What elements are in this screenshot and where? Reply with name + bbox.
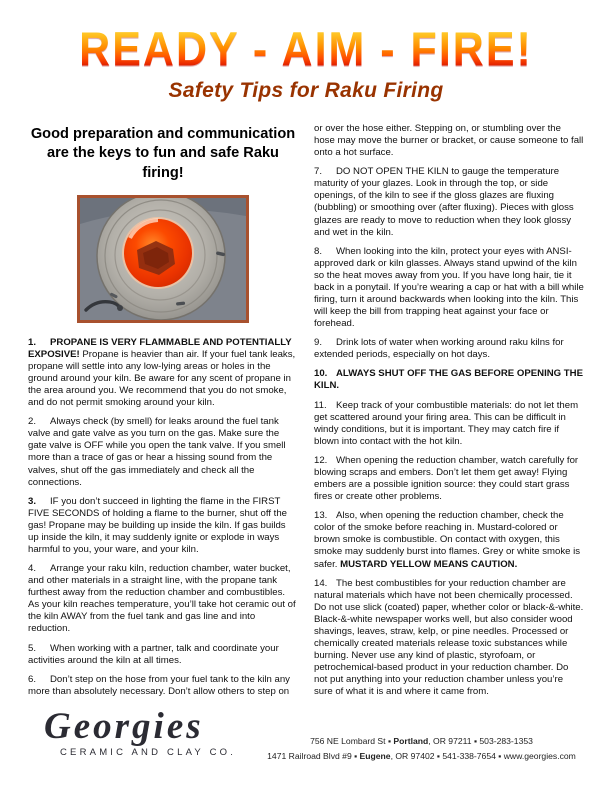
intro-line-2: are the keys to fun and safe Raku firing! [47,145,279,181]
safety-tip: 6. Don’t step on the hose from your fuel tank to the kiln any more than absolutely necessary. Don’t allow others to step on [28,673,290,697]
intro-heading [28,125,298,183]
logo-wordmark: Georgies [44,706,204,747]
safety-tip: 4. Arrange your raku kiln, reduction chamber, water bucket, and other materials in a straight line, with the propane tank furthest away from the reduction chamber and combustibles. As your kiln reaches temperature, you’ll take hot ceramic out of the kiln AWAY from the fuel tank and gas line and into reduction. [28,563,296,635]
paragraph: or over the hose either. Stepping on, or stumbling over the hose may move the burner or bracket, or cause someone to fall onto a hot surface. [314,123,584,159]
tip-number: 14. [314,577,328,589]
safety-tip: 1. PROPANE IS VERY FLAMMABLE AND POTENTIALLY EXPOSIVE! Propane is heavier than air. If your fuel tank leaks, propane will settle into any low-lying areas or holes in the ground around your kiln. Be aware for any scent of propane in the area around you. We recommend that you do not smoke, and do not permit smoking around your kiln. [28,336,296,409]
raku-kiln-photo [77,195,249,323]
tip-number: 6. [28,673,37,685]
tip-number: 11. [314,399,327,411]
header [0,0,612,103]
tip-number: 2. [28,416,37,428]
tips-left [28,337,298,698]
address-line: 756 NE Lombard St ▪ Portland, OR 97211 ▪ 503-283-1353 [310,736,533,746]
tips-right [314,123,584,698]
logo-tagline: CERAMIC AND CLAY CO. [60,747,237,758]
safety-tip: 7. DO NOT OPEN THE KILN to gauge the temperature maturity of your glazes. Look in through the top, or side openings, of the kiln to see if the gloss glazes are fluxing (bubbling) or smoothing over (after fluxing). Pieces with gloss glazes are ready to move to reduction when they look glossy and wet in the kiln. [314,166,574,238]
tip-number: 4. [28,563,37,575]
safety-tip: 8. When looking into the kiln, protect your eyes with ANSI-approved dark or kiln glasses. Always stand upwind of the kiln so the heat moves away from you. If you have long hair, tie it back in a ponytail. If you’re wearing a cap or hat with a bill while firing, turn it around backwards when looking into the kiln. This will keep the bill from trapping heat against your face or forehead. [314,245,584,330]
safety-tip: 12. When opening the reduction chamber, watch carefully for blowing scraps and embers. Don’t let them get away! Flying embers are a possible ignition source: they could start grass fires or create other problems. [314,454,579,503]
page-title: READY - AIM - FIRE! [79,23,533,77]
tip-number: 5. [28,642,37,654]
footer [30,708,588,763]
safety-tip: 9. Drink lots of water when working around raku kilns for extended periods, especially on hot days. [314,337,564,361]
tip-number: 1. [28,336,37,348]
left-column [28,123,298,705]
intro-line-1: Good preparation and communication [30,126,296,142]
safety-tip: 10. ALWAYS SHUT OFF THE GAS BEFORE OPENING THE KILN. [314,368,583,392]
company-logo [30,708,255,758]
address-line: 1471 Railroad Blvd #9 ▪ Eugene, OR 97402 ▪ 541-338-7654 ▪ www.georgies.com [267,750,576,761]
tip-number: 13. [314,510,328,522]
page-subtitle: Safety Tips for Raku Firing [168,79,444,102]
tip-number: 10. [314,368,328,380]
safety-tip: 14. The best combustibles for your reduction chamber are natural materials which have not been chemically processed. Do not use slick (coated) paper, whether color or black-&-white. Black-&-white newspaper works well, but also consider wood shavings, leaves, straw, kelp, or pine needles. Processed or chemically created materials release toxic substances while burning. Never use any kind of plastic, styrofoam, or petrochemical-based product in your reduction chamber. Do not put anything into your reduction chamber unless you’re sure of what it is and where it came from. [314,577,584,698]
two-column-body [0,103,612,705]
tip-number: 7. [314,166,323,178]
address-block [255,734,588,763]
safety-tip: 3. IF you don’t succeed in lighting the flame in the FIRST FIVE SECONDS of holding a flame to the burner, shut off the gas! Propane may be building up inside the kiln. If gas builds up inside the kiln, it may suddenly ignite or explode in ways harmful to you, your ware, and your kiln. [28,495,287,555]
safety-tip: 2. Always check (by smell) for leaks around the fuel tank valve and gate valve as you turn on the gas. Make sure the gate valve is OFF while you open the tank valve. If you smell more than a trace of gas or hear a hissing sound from the valves, shut off the gas immediately and check all the connections. [28,416,286,488]
tip-number: 3. [28,495,37,507]
safety-tip: 13. Also, when opening the reduction chamber, check the color of the smoke before reaching in. Mustard-colored or brown smoke is combustible. On contact with oxygen, this smoke may suddenly burst into flames. Grey or white smoke is safer. MUSTARD YELLOW MEANS CAUTION. [314,510,581,570]
right-column [314,123,584,705]
safety-tip: 5. When working with a partner, talk and coordinate your activities around the kiln at all times. [28,642,279,666]
tip-number: 8. [314,245,323,257]
tip-number: 9. [314,337,323,349]
safety-tip: 11. Keep track of your combustible materials: do not let them get scattered around your firing area. This can be difficult in windy conditions, but it is important. They may catch fire if blown into contact with the hot kiln. [314,399,579,447]
tip-number: 12. [314,454,328,466]
